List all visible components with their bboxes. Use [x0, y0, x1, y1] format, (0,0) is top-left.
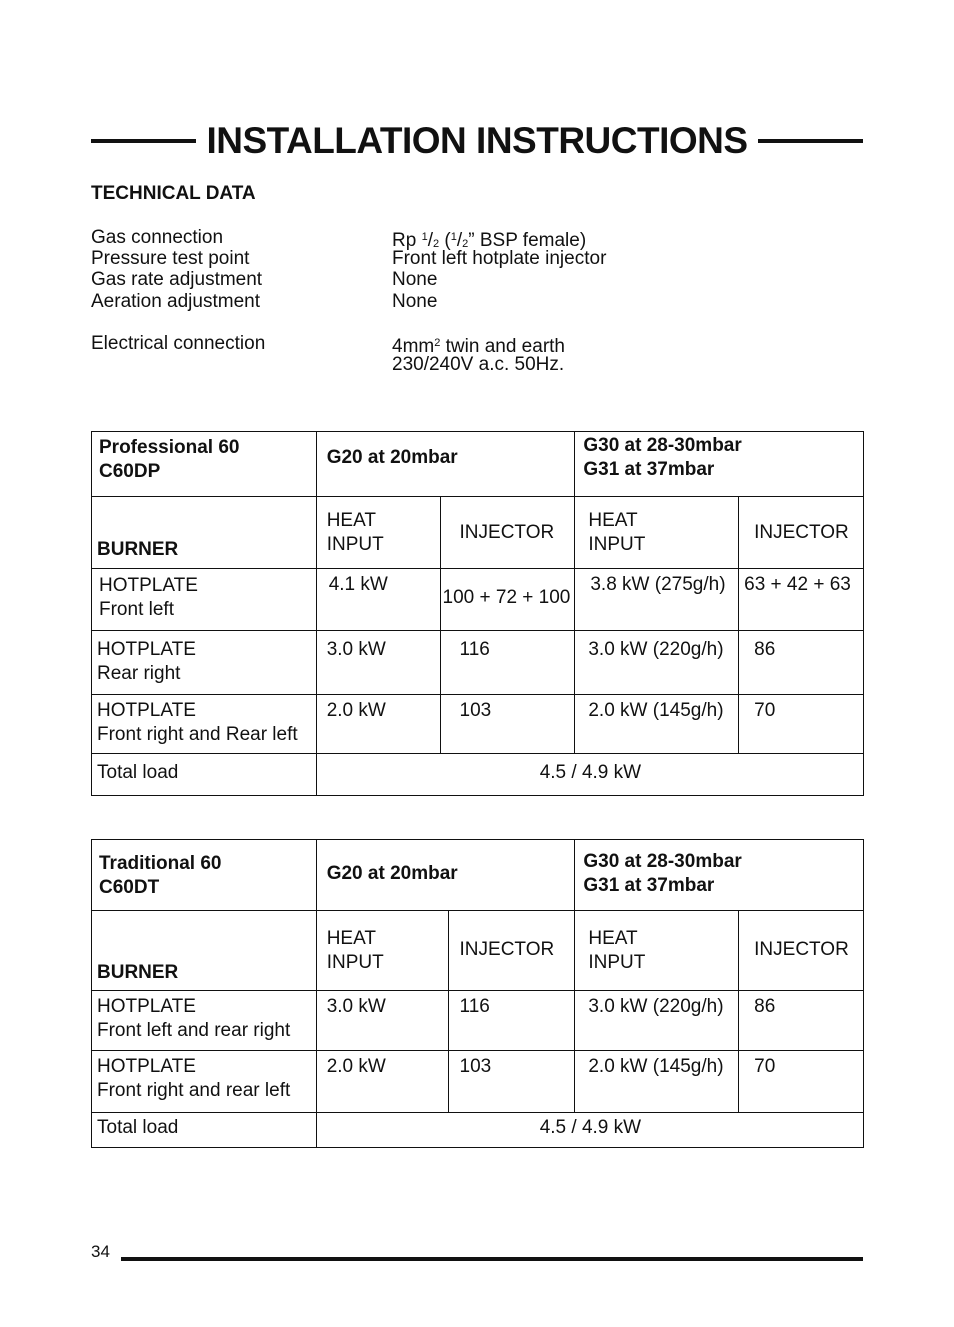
g20-heat-header: HEAT INPUT — [316, 497, 440, 569]
footer-rule — [121, 1257, 863, 1261]
g30-header: G30 at 28-30mbar G31 at 37mbar — [575, 840, 864, 911]
table-row: HOTPLATE Front left and rear right 3.0 kW 116 3.0 kW (220g/h) 86 — [92, 991, 864, 1051]
table-row: HOTPLATE Front left 4.1 kW 100 + 72 + 100 3.8 kW (275g/h) 63 + 42 + 63 — [92, 569, 864, 631]
gas-table-professional — [91, 431, 864, 796]
gas-table-traditional — [91, 839, 864, 1148]
g30-heat-header: HEAT INPUT — [575, 911, 739, 991]
g20-injector-header: INJECTOR — [440, 497, 575, 569]
section-heading: TECHNICAL DATA — [91, 183, 256, 204]
table-row: HOTPLATE Rear right 3.0 kW 116 3.0 kW (220g/h) 86 — [92, 631, 864, 695]
header-rule-right — [758, 139, 863, 143]
g30-injector-header: INJECTOR — [739, 497, 864, 569]
spec-label-gas-rate: Gas rate adjustment — [91, 269, 263, 290]
spec-value-aeration: None — [392, 291, 438, 312]
burner-header: BURNER — [92, 497, 317, 569]
page-title: INSTALLATION INSTRUCTIONS — [206, 120, 748, 161]
spec-label-pressure-test: Pressure test point — [91, 248, 250, 269]
spec-value-pressure-test: Front left hotplate injector — [392, 248, 607, 269]
model-cell: Professional 60 C60DP — [92, 432, 317, 497]
spec-label-aeration: Aeration adjustment — [91, 291, 260, 312]
burner-header: BURNER — [92, 911, 317, 991]
g30-injector-header: INJECTOR — [739, 911, 864, 991]
table-row: HOTPLATE Front right and Rear left 2.0 kW 103 2.0 kW (145g/h) 70 — [92, 695, 864, 754]
total-row: Total load 4.5 / 4.9 kW — [92, 1113, 864, 1148]
model-cell: Traditional 60 C60DT — [92, 840, 317, 911]
spec-value-gas-rate: None — [392, 269, 438, 290]
g30-heat-header: HEAT INPUT — [575, 497, 739, 569]
page-number: 34 — [91, 1242, 110, 1261]
table-row: HOTPLATE Front right and rear left 2.0 kW 103 2.0 kW (145g/h) 70 — [92, 1051, 864, 1113]
total-row: Total load 4.5 / 4.9 kW — [92, 754, 864, 796]
g30-header: G30 at 28-30mbar G31 at 37mbar — [575, 432, 864, 497]
header-rule-left — [91, 139, 196, 143]
spec-value-electrical-supply: 230/240V a.c. 50Hz. — [392, 354, 565, 375]
spec-value-gas-connection: Rp $^1/_2$ ($^1/_2$” BSP female) — [392, 230, 587, 251]
g20-header: G20 at 20mbar — [316, 432, 575, 497]
spec-label-electrical: Electrical connection — [91, 333, 266, 354]
g20-injector-header: INJECTOR — [448, 911, 575, 991]
g20-header: G20 at 20mbar — [316, 840, 575, 911]
g20-heat-header: HEAT INPUT — [316, 911, 448, 991]
page-header — [91, 118, 863, 164]
spec-label-gas-connection: Gas connection — [91, 227, 224, 248]
spec-value-electrical: $4mm^2$ twin and earth — [392, 336, 565, 357]
